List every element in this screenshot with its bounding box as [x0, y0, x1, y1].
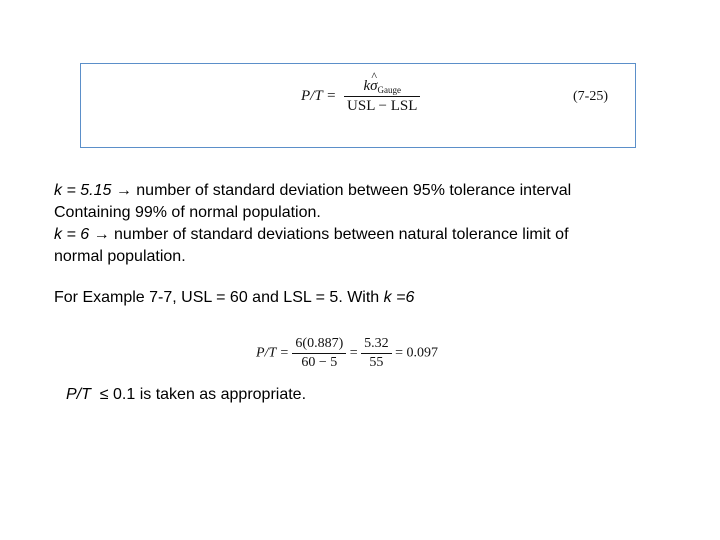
line-containing: Containing 99% of normal population. [54, 204, 321, 221]
formula-fraction [344, 78, 420, 115]
formula-lhs: P/T = [301, 88, 337, 104]
k-515-desc: → number of standard deviation between 95% tolerance interval [111, 182, 572, 199]
calc-frac2-num: 5.32 [364, 336, 389, 351]
calculation-formula [256, 336, 438, 371]
line-normal-population: normal population. [54, 248, 186, 265]
calc-lhs: P/T = [256, 345, 289, 361]
formula-subscript: Gauge [377, 85, 402, 95]
formula-numerator [344, 78, 420, 96]
formula-denominator: USL − LSL [344, 96, 420, 115]
line-k-6 [54, 224, 654, 246]
example-sentence: For Example 7-7, USL = 60 and LSL = 5. With [54, 289, 384, 306]
calc-frac1-den: 60 − 5 [292, 353, 346, 371]
k-6-label: k = 6 [54, 226, 90, 243]
formula-k: k [363, 78, 371, 94]
k-515-label: k = 5.15 [54, 182, 112, 199]
conclusion-sentence: ≤ 0.1 is taken as appropriate. [90, 386, 307, 403]
calc-result: = 0.097 [395, 345, 439, 361]
definition-text [54, 180, 654, 268]
equation-number: (7-25) [573, 89, 608, 104]
example-text [54, 289, 414, 307]
calc-equals: = [349, 345, 358, 361]
calc-fraction-2 [361, 336, 392, 371]
pt-ratio-formula [301, 78, 420, 115]
example-k-value: k =6 [383, 289, 415, 306]
formula-sigma-hat: ^ σ [370, 78, 377, 95]
conclusion-text [66, 386, 306, 404]
line-k-515 [54, 180, 654, 202]
calc-frac1-num: 6(0.887) [295, 336, 344, 351]
calc-frac2-den: 55 [361, 353, 392, 371]
k-6-desc: → number of standard deviations between natural tolerance limit of [89, 226, 569, 243]
conclusion-var: P/T [66, 386, 91, 403]
equation-box [80, 63, 636, 148]
calc-fraction-1 [292, 336, 346, 371]
